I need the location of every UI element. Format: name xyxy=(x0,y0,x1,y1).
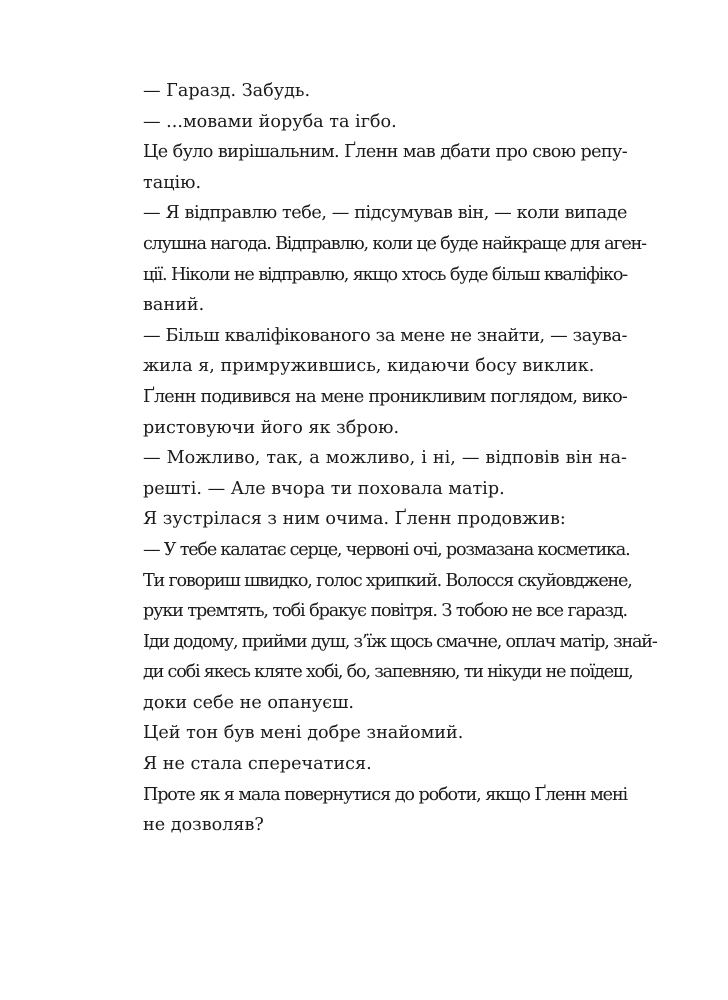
text-line: жила я, примружившись, кидаючи босу виклик. xyxy=(143,356,595,377)
text-line: Це було вирішальним. Ґленн мав дбати про свою репу- xyxy=(143,142,627,163)
text-line: Ґленн подивився на мене проникливим поглядом, вико- xyxy=(143,386,627,407)
text-line: Цей тон був мені добре знайомий. xyxy=(143,723,464,744)
text-line: решті. — Але вчора ти поховала матір. xyxy=(143,478,505,499)
text-line: ристовуючи його як зброю. xyxy=(143,417,400,438)
text-line: доки себе не опануєш. xyxy=(143,692,355,713)
text-line: ди собі якесь кляте хобі, бо, запевняю, ти нікуди не поїдеш, xyxy=(143,662,633,683)
body-text xyxy=(143,76,657,841)
text-line: Я зустрілася з ним очима. Ґленн продовжив: xyxy=(143,509,566,530)
text-line: не дозволяв? xyxy=(143,815,264,836)
text-line: Ти говориш швидко, голос хрипкий. Волосся скуйовджене, xyxy=(143,570,632,591)
text-line: — Більш кваліфікованого за мене не знайти, — заува- xyxy=(143,325,627,346)
text-line: Іди додому, прийми душ, з’їж щось смачне, оплач матір, знай- xyxy=(143,631,657,652)
text-line: — У тебе калатає серце, червоні очі, розмазана косметика. xyxy=(143,539,630,560)
text-line: — ...мовами йоруба та ігбо. xyxy=(143,111,397,132)
text-line: ції. Ніколи не відправлю, якщо хтось буде більш кваліфіко- xyxy=(143,264,627,285)
text-line: — Можливо, так, а можливо, і ні, — відповів він на- xyxy=(143,448,627,469)
text-line: ваний. xyxy=(143,295,205,316)
text-line: Проте як я мала повернутися до роботи, якщо Ґленн мені xyxy=(143,784,627,805)
text-line: Я не стала сперечатися. xyxy=(143,754,372,775)
text-line: тацію. xyxy=(143,172,202,193)
text-line: руки тремтять, тобі бракує повітря. З тобою не все гаразд. xyxy=(143,601,627,622)
text-line: слушна нагода. Відправлю, коли це буде найкраще для аген- xyxy=(143,233,646,254)
text-line: — Я відправлю тебе, — підсумував він, — коли випаде xyxy=(143,203,627,224)
text-line: — Гаразд. Забудь. xyxy=(143,81,311,101)
